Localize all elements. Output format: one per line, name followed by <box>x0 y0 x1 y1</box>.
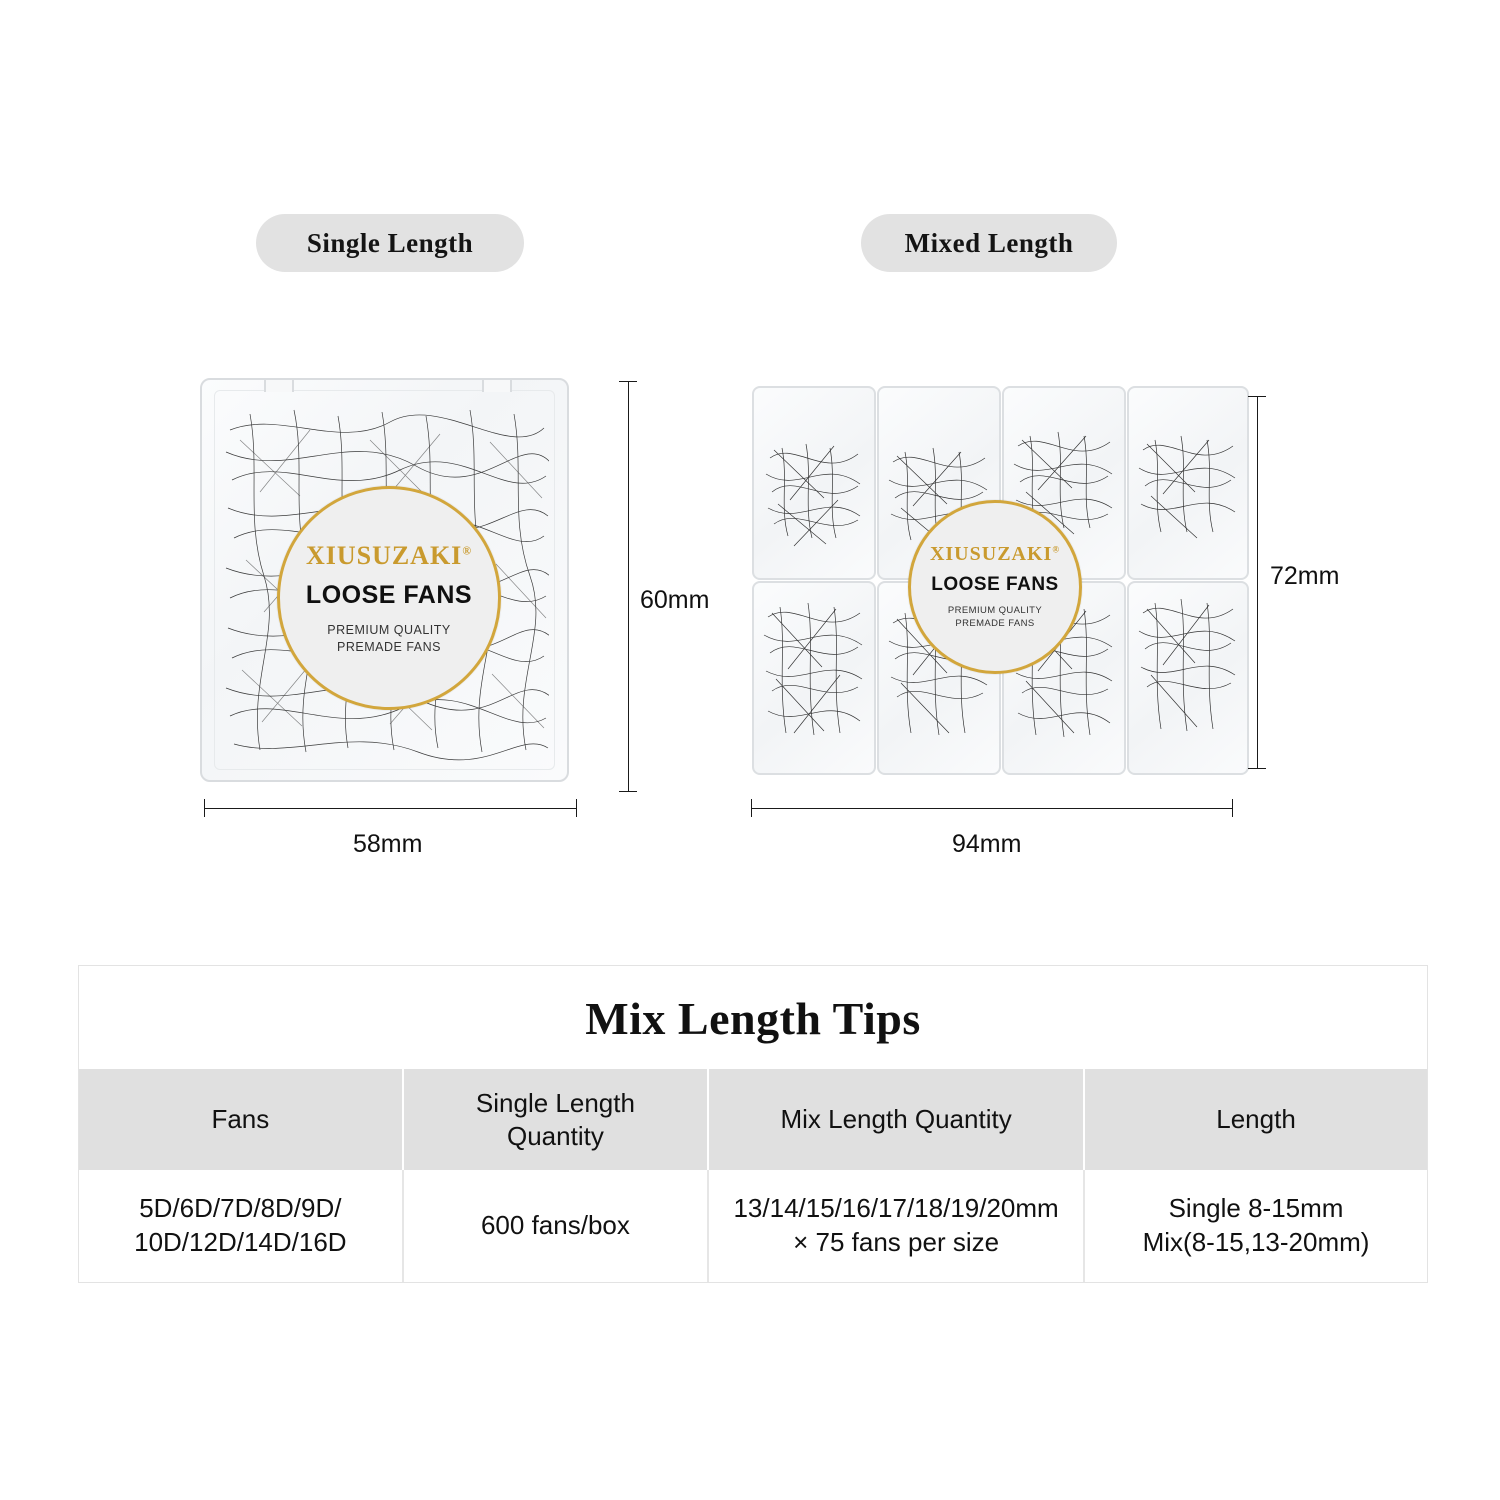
column-header-line1: Single Length <box>475 1088 635 1118</box>
box-clip-right-icon <box>482 378 512 392</box>
dim-tick-left-mixed <box>751 799 752 817</box>
registered-mark: ® <box>1052 544 1061 555</box>
dim-tick-left-single <box>204 799 205 817</box>
mix-length-tips-table <box>78 965 1428 1283</box>
dim-tick-bottom-mixed <box>1248 768 1266 769</box>
dim-label-single-width: 58mm <box>353 830 423 858</box>
table-row <box>79 1170 1427 1282</box>
product-name: LOOSE FANS <box>931 574 1059 596</box>
registered-mark: ® <box>462 543 473 557</box>
column-header-length: Length <box>1084 1069 1427 1170</box>
table-body <box>79 1170 1427 1282</box>
label-subtitle-line2: PREMADE FANS <box>955 618 1035 629</box>
compartment-1 <box>752 386 876 580</box>
dim-label-mixed-height: 72mm <box>1270 562 1340 590</box>
table-header <box>79 1069 1427 1170</box>
label-subtitle <box>327 622 451 656</box>
cell-length-line1: Single 8-15mm <box>1168 1193 1344 1223</box>
column-header-single-length-quantity <box>403 1069 708 1170</box>
cell-mix-quantity-line1: 13/14/15/16/17/18/19/20mm <box>733 1193 1059 1223</box>
dim-label-single-height: 60mm <box>640 586 710 614</box>
brand-name: XIUSUZAKI® <box>305 540 473 570</box>
dim-tick-right-single <box>576 799 577 817</box>
label-subtitle-line1: PREMIUM QUALITY <box>327 622 451 637</box>
product-name: LOOSE FANS <box>305 580 473 609</box>
column-header-line2: Quantity <box>507 1120 604 1151</box>
column-header-mix-length-quantity: Mix Length Quantity <box>708 1069 1084 1170</box>
brand-name: XIUSUZAKI® <box>929 543 1061 566</box>
label-subtitle-line2: PREMADE FANS <box>337 639 441 654</box>
table-header-row <box>79 1069 1427 1170</box>
compartment-4 <box>1127 386 1249 580</box>
badge-mixed-length: Mixed Length <box>861 214 1117 272</box>
label-subtitle-line1: PREMIUM QUALITY <box>947 605 1043 617</box>
table-title: Mix Length Tips <box>585 993 921 1044</box>
lash-texture-svg <box>1129 388 1247 578</box>
label-subtitle <box>948 605 1042 631</box>
badge-single-length: Single Length <box>256 214 524 272</box>
dim-tick-top-mixed <box>1248 396 1266 397</box>
box-clip-left-icon <box>264 378 294 392</box>
brand-label-disc-mixed <box>908 500 1082 674</box>
brand-label-disc-single <box>277 486 501 710</box>
lash-texture-svg <box>1129 583 1247 773</box>
cell-fans <box>79 1170 403 1282</box>
dim-line-vertical-single <box>628 381 629 791</box>
dim-tick-bottom-single <box>619 791 637 792</box>
compartment-5 <box>752 581 876 775</box>
cell-length <box>1084 1170 1427 1282</box>
cell-single-quantity: 600 fans/box <box>403 1170 708 1282</box>
spec-table <box>79 1069 1427 1282</box>
dim-tick-right-mixed <box>1232 799 1233 817</box>
cell-mix-quantity <box>708 1170 1084 1282</box>
compartment-8 <box>1127 581 1249 775</box>
dim-label-mixed-width: 94mm <box>952 830 1022 858</box>
lash-texture-svg <box>754 388 874 578</box>
dim-tick-top-single <box>619 381 637 382</box>
lash-texture-svg <box>754 583 874 773</box>
product-image-single-length <box>195 368 635 858</box>
product-image-mixed-length <box>740 368 1360 858</box>
dim-line-horizontal-mixed <box>751 808 1233 809</box>
cell-length-line2: Mix(8-15,13-20mm) <box>1142 1226 1370 1257</box>
section-badges <box>0 214 1500 286</box>
dim-line-horizontal-single <box>204 808 577 809</box>
dim-line-vertical-mixed <box>1257 396 1258 768</box>
cell-fans-line1: 5D/6D/7D/8D/9D/ <box>139 1193 342 1223</box>
cell-mix-quantity-line2: × 75 fans per size <box>793 1226 1000 1257</box>
cell-fans-line2: 10D/12D/14D/16D <box>134 1226 347 1257</box>
column-header-fans: Fans <box>79 1069 403 1170</box>
